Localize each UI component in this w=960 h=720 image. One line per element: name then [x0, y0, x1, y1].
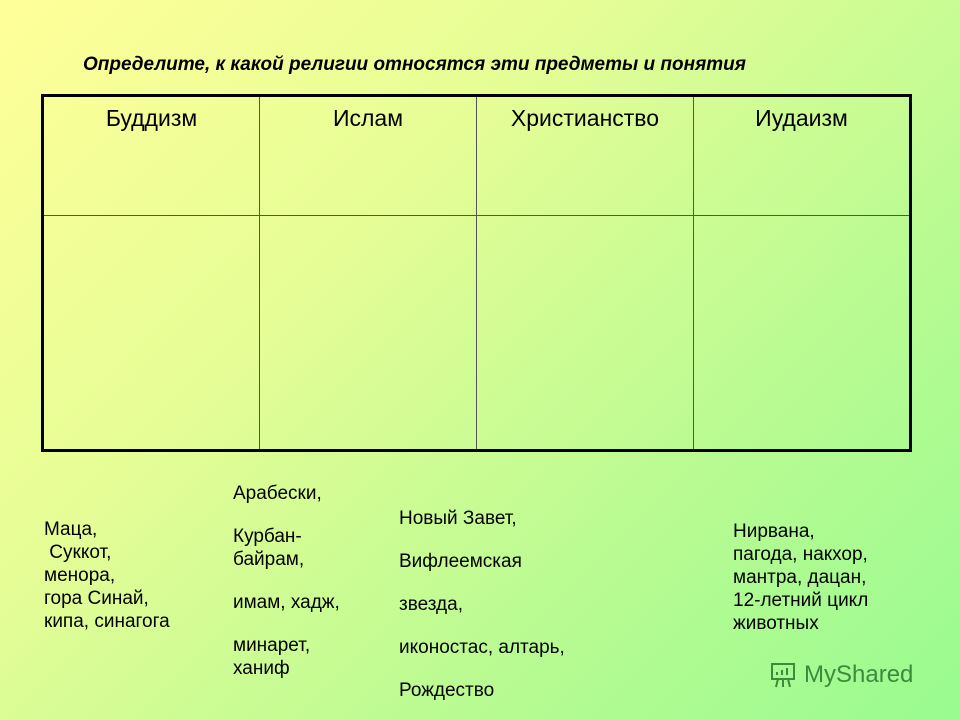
term-line: Новый Завет, [399, 508, 517, 529]
term-line: байрам, [233, 549, 305, 570]
term-line: менора, [44, 565, 116, 586]
term-line: Арабески, [233, 483, 322, 504]
term-line: Рождество [399, 680, 495, 701]
presentation-icon [768, 660, 798, 690]
term-line: ханиф [233, 658, 290, 679]
watermark-text: MyShared [804, 661, 914, 688]
group-judaism-terms [44, 518, 170, 633]
term-line: иконостас, алтарь, [399, 637, 565, 658]
term-line: 12-летний цикл [733, 590, 869, 611]
cell-islam [260, 216, 477, 451]
term-line: имам, хадж, [233, 592, 340, 613]
term-line: Суккот, [44, 542, 112, 563]
term-line: минарет, [233, 635, 311, 656]
group-christianity-terms [399, 497, 565, 712]
term-line: Маца, [44, 519, 98, 540]
term-line: мантра, дацан, [733, 567, 867, 588]
slide-title: Определите, к какой религии относятся эти предметы и понятия [83, 54, 746, 75]
watermark [768, 660, 913, 690]
term-line: пагода, накхор, [733, 544, 868, 565]
term-line: звезда, [399, 594, 463, 615]
group-islam-terms [233, 482, 340, 680]
cell-buddhism [43, 216, 260, 451]
term-line: Курбан- [233, 526, 302, 547]
religion-table [41, 94, 912, 452]
group-buddhism-terms [733, 520, 868, 635]
cell-christianity [477, 216, 694, 451]
term-line: животных [733, 613, 819, 634]
term-line: Вифлеемская [399, 551, 522, 572]
cell-judaism [694, 216, 911, 451]
header-judaism: Иудаизм [694, 96, 911, 216]
header-islam: Ислам [260, 96, 477, 216]
header-buddhism: Буддизм [43, 96, 260, 216]
term-line: кипа, синагога [44, 611, 170, 632]
term-line: Нирвана, [733, 521, 815, 542]
term-line: гора Синай, [44, 588, 149, 609]
header-christianity: Христианство [477, 96, 694, 216]
